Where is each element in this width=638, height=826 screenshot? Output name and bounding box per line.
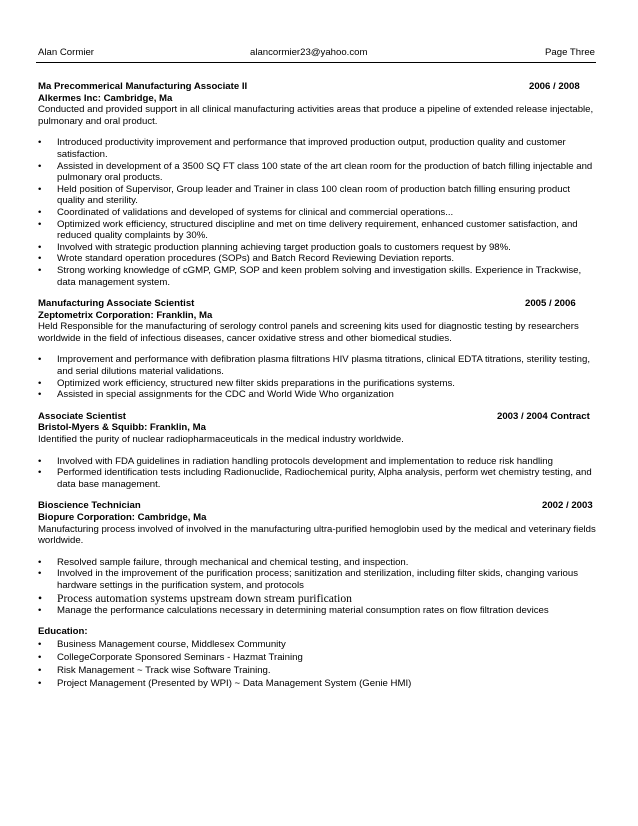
job-date: 2005 / 2006 [525,298,576,310]
list-item: • Assisted in special assignments for the CDC and World Wide Who organization [38,389,394,401]
list-item: • Performed identification tests including Radionuclide, Radiochemical purity, Alpha analysis, perform wet chemistry testing, and data base management. [38,467,592,490]
list-item: • CollegeCorporate Sponsored Seminars - Hazmat Training [38,651,303,663]
resume-content [38,81,598,690]
job-company: Biopure Corporation: Cambridge, Ma [38,512,207,523]
job-bullets [38,354,598,400]
job-title: Bioscience Technician [38,500,141,512]
education-section [38,626,598,690]
job-title: Manufacturing Associate Scientist [38,298,195,310]
list-item: • Risk Management ~ Track wise Software Training. [38,664,271,676]
job-bullets [38,557,598,616]
job-company: Zeptometrix Corporation: Franklin, Ma [38,309,213,321]
job-date: 2002 / 2003 [542,500,593,512]
header-email: alancormier23@yahoo.com [250,47,368,58]
job-description: Held Responsible for the manufacturing of serology control panels and screening kits used for diagnostic testing by researchers worldwide in the field of infectious diseases, cancer oxidative stress and other biomedical studies. [38,321,579,344]
education-heading: Education: [38,626,88,638]
list-item: • Involved with strategic production planning achieving target production goals to customers request by 98%. [38,241,511,253]
header-page-number: Page Three [545,47,595,58]
job-entry [38,298,598,401]
job-bullets [38,456,598,491]
list-item: • Strong working knowledge of cGMP, GMP, SOP and keen problem solving and investigation skills. Experience in Trackwise, data management system. [38,264,582,288]
job-title: Associate Scientist [38,410,126,422]
job-entry [38,411,598,491]
list-item: • Assisted in development of a 3500 SQ FT class 100 state of the art clean room for the production of batch filling injectable and pulmonary oral products. [38,160,593,184]
job-description: Conducted and provided support in all clinical manufacturing activities areas that produce a pipeline of extended release injectable, pulmonary and oral product. [38,104,594,127]
list-item: • Coordinated of validations and developed of systems for clinical and commercial operations... [38,206,454,218]
list-item: • Project Management (Presented by WPI) ~ Data Management System (Genie HMI) [38,677,412,689]
list-item: • Involved with FDA guidelines in radiation handling protocols development and implementation to reduce risk handling [38,455,553,467]
job-entry [38,500,598,616]
job-company: Bristol-Myers & Squibb: Franklin, Ma [38,422,206,434]
job-entry [38,81,598,288]
list-item: • Business Management course, Middlesex Community [38,638,286,650]
list-item: • Resolved sample failure, through mechanical and chemical testing, and inspection. [38,556,409,568]
job-date: 2003 / 2004 Contract [497,410,590,422]
list-item: • Introduced productivity improvement and performance that improved production output, production quality and customer satisfaction. [38,137,566,160]
job-description: Identified the purity of nuclear radiopharmaceuticals in the medical industry worldwide. [38,434,404,446]
header-divider [36,62,596,63]
list-item: • Wrote standard operation procedures (SOPs) and Batch Record Reviewing Deviation reports. [38,253,455,265]
job-title: Ma Precommerical Manufacturing Associate II [38,81,248,92]
list-item: • Manage the performance calculations necessary in determining material consumption rates on flow filtration devices [38,604,549,616]
header-name: Alan Cormier [38,47,94,58]
job-description: Manufacturing process involved of involved in the manufacturing ultra-purified hemoglobin used by the medical and veterinary fields worldwide. [38,523,596,547]
page-header [38,47,595,61]
list-item: • Involved in the improvement of the purification process; sanitization and sterilization, including filter skids, changing various hardware settings in the purification system, and protocols [38,568,578,591]
job-bullets [38,137,598,288]
list-item: • Held position of Supervisor, Group leader and Trainer in class 100 clean room of production batch filling ensuring product quality and sterility. [38,183,571,207]
list-item: • Optimized work efficiency, structured discipline and met on time delivery requirement, enhanced customer satisfaction, and reduced quality complaints by 30%. [38,218,578,242]
list-item: • Optimized work efficiency, structured new filter skids preparations in the purifications systems. [38,377,455,389]
education-list [38,638,598,690]
job-date: 2006 / 2008 [529,81,580,92]
job-company: Alkermes Inc: Cambridge, Ma [38,92,173,104]
list-item: • Process automation systems upstream down stream purification [38,591,352,605]
list-item: • Improvement and performance with defibration plasma filtrations HIV plasma titrations, clinical EDTA titrations, sterility testing, and serial dilutions material validations. [38,354,591,378]
